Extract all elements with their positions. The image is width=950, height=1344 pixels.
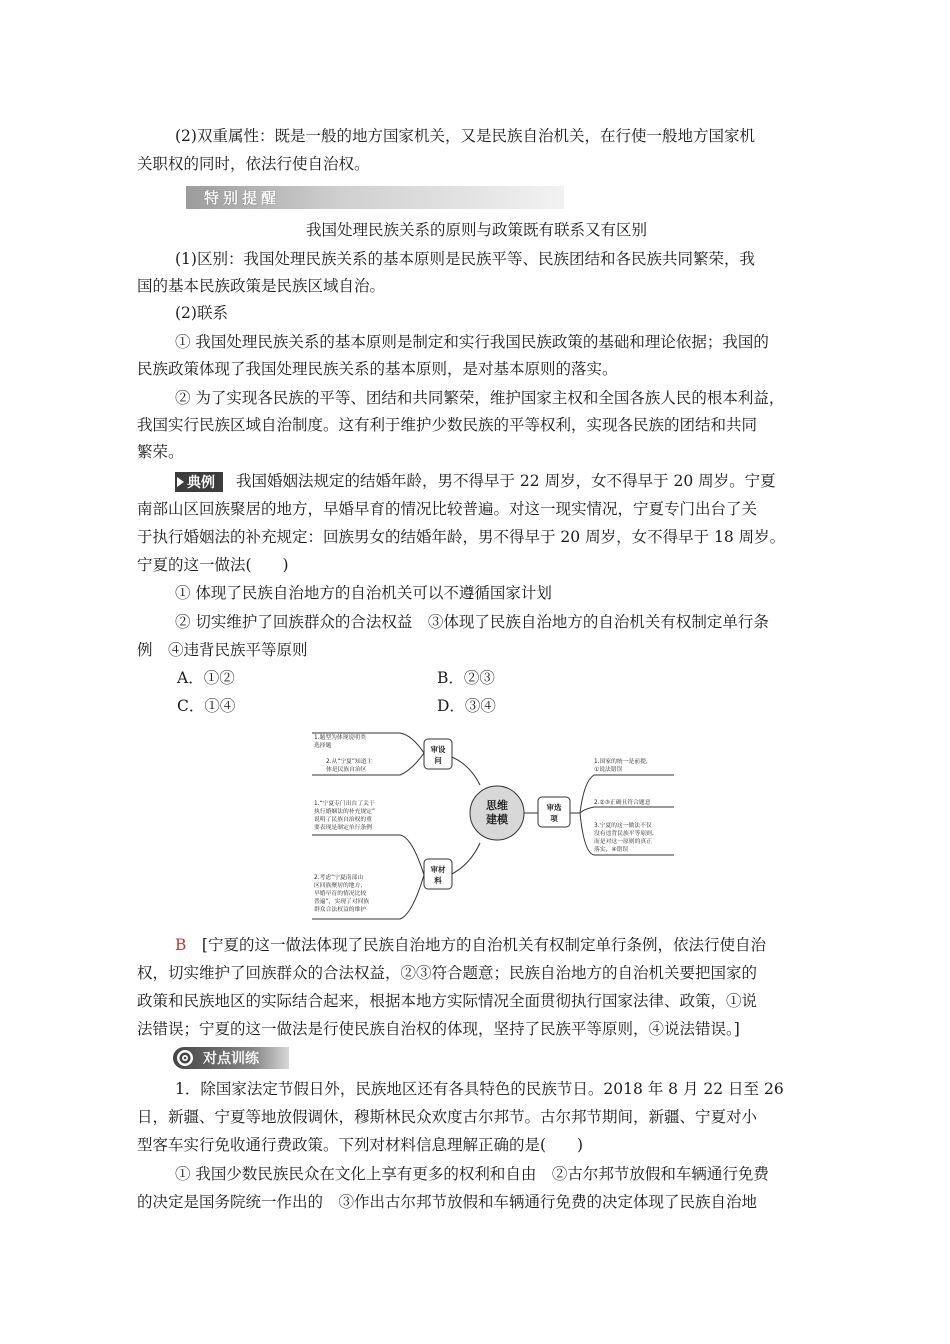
option-a: A．①② — [177, 669, 235, 687]
link-point-2c: 繁荣。 — [137, 443, 184, 461]
option-b: B．②③ — [437, 669, 495, 687]
training-statement-1: ① 我国少数民族民众在文化上享有更多的权利和自由 ②古尔邦节放假和车辆通行免费 — [175, 1165, 769, 1183]
sc1-line-4: 要表现是制定单行条例 — [314, 825, 372, 831]
example-tag-label: 典例 — [187, 475, 215, 491]
intro-line-2: 关职权的同时，依法行使自治权。 — [137, 155, 370, 173]
diff-line-2: 国的基本民族政策是民族区域自治。 — [137, 277, 386, 295]
answer-letter: B — [175, 936, 187, 954]
sx1-line-2: ①说法错误 — [594, 767, 623, 773]
node-shenshe-2: 问 — [434, 756, 442, 765]
sx1-line-1: 1.国家的统一是前提, — [594, 759, 648, 765]
link-point-2a: ② 为了实现各民族的平等、团结和共同繁荣，维护国家主权和全国各族人民的根本利益， — [175, 389, 785, 407]
statement-1: ① 体现了民族自治地方的自治机关可以不遵循国家计划 — [175, 584, 552, 602]
answer-line-1 — [175, 934, 766, 956]
sx3-line-4: 落实，④错误 — [594, 847, 629, 853]
sx3-line-2: 没有违背民族平等原则, — [594, 831, 654, 837]
special-reminder-banner — [186, 186, 564, 209]
sc1-line-3: 说明了民族自治权的重 — [314, 817, 372, 823]
training-banner — [173, 1047, 289, 1069]
training-statement-2: 的决定是国务院统一作出的 ③作出古尔邦节放假和车辆通行免费的决定体现了民族自治地 — [137, 1193, 758, 1211]
option-d: D．③④ — [437, 697, 496, 715]
training-q1-line-3: 型客车实行免收通行费政策。下列对材料信息理解正确的是( ) — [137, 1136, 584, 1154]
target-icon — [176, 1049, 194, 1067]
sc2-line-5: 群众合法权益的维护 — [314, 907, 367, 913]
sc2-line-2: 区回族聚居的地方, — [314, 883, 363, 889]
sc2-line-1: 2.考虑“宁夏南部山 — [314, 875, 364, 881]
sc2-line-3: 早婚早育的情况比较 — [314, 891, 367, 897]
sx3-line-1: 3.宁夏的这一做法不仅 — [594, 823, 652, 829]
ss1-line-1: 1.题型为体现说明类 — [314, 735, 366, 741]
node-shenxuan-2: 项 — [550, 814, 558, 823]
option-c: C．①④ — [177, 697, 236, 715]
statement-2: ② 切实维护了回族群众的合法权益 ③体现了民族自治地方的自治机关有权制定单行条 — [175, 613, 769, 631]
statement-3: 例 ④违背民族平等原则 — [137, 641, 308, 659]
question-line-4: 宁夏的这一做法( ) — [137, 556, 289, 574]
training-q1-line-2: 日，新疆、宁夏等地放假调休，穆斯林民众欢度古尔邦节。古尔邦节期间，新疆、宁夏对小 — [137, 1108, 758, 1126]
diff-line-1: (1)区别：我国处理民族关系的基本原则是民族平等、民族团结和各民族共同繁荣，我 — [175, 250, 755, 268]
link-point-1a: ① 我国处理民族关系的基本原则是制定和实行我国民族政策的基础和理论依据；我国的 — [175, 333, 769, 351]
intro-line-1: (2)双重属性：既是一般的地方国家机关，又是民族自治机关，在行使一般地方国家机 — [175, 127, 755, 145]
ss2-line-1: 2.从“宁夏”知道主 — [326, 759, 373, 765]
question-line-3: 于执行婚姻法的补充规定：回族男女的结婚年龄，男不得早于 20 周岁，女不得早于 18 周岁。 — [137, 528, 786, 546]
link-point-2b: 我国实行民族区域自治制度。这有利于维护少数民族的平等权利，实现各民族的团结和共同 — [137, 416, 758, 434]
node-shenxuan-1: 审选 — [546, 803, 562, 812]
answer-text-1: [宁夏的这一做法体现了民族自治地方的自治机关有权制定单行条例，依法行使自治 — [201, 936, 766, 954]
mind-map-diagram — [312, 725, 676, 923]
sx3-line-3: 而是对这一原则的真正 — [594, 839, 652, 845]
sc2-line-4: 普遍”，实现了对回族 — [314, 899, 370, 905]
training-q1-line-1: 1．除国家法定节假日外，民族地区还有各具特色的民族节日。2018 年 8 月 22 日至 26 — [175, 1080, 784, 1098]
example-tag — [175, 472, 223, 492]
link-point-1b: 民族政策体现了我国处理民族关系的基本原则，是对基本原则的落实。 — [137, 360, 618, 378]
link-heading: (2)联系 — [175, 304, 228, 322]
center-label-2: 建模 — [486, 813, 508, 826]
answer-line-2: 权，切实维护了回族群众的合法权益，②③符合题意；民族自治地方的自治机关要把国家的 — [137, 964, 758, 982]
sc1-line-1: 1.“宁夏专门出台了关于 — [314, 801, 375, 807]
training-label: 对点训练 — [203, 1051, 259, 1067]
node-shencai-2: 料 — [434, 876, 442, 885]
answer-line-4: 法错误；宁夏的这一做法是行使民族自治权的体现，坚持了民族平等原则，④说法错误。] — [137, 1020, 740, 1038]
question-line-2: 南部山区回族聚居的地方，早婚早育的情况比较普遍。对这一现实情况，宁夏专门出台了关 — [137, 500, 758, 518]
node-shenshe-1: 审设 — [430, 745, 446, 754]
sc1-line-2: 执行婚姻法的补充规定” — [314, 809, 375, 815]
banner-label: 特别提醒 — [204, 189, 281, 207]
ss2-line-2: 体是民族自治区 — [326, 767, 367, 773]
question-line-1: 我国婚姻法规定的结婚年龄，男不得早于 22 周岁，女不得早于 20 周岁。宁夏 — [236, 472, 776, 490]
center-label-1: 思维 — [486, 799, 508, 812]
sx2-line-1: 2.②③正确且符合题意 — [594, 800, 651, 806]
ss1-line-2: 选择题 — [314, 743, 332, 749]
answer-line-3: 政策和民族地区的实际结合起来，根据本地方实际情况全面贯彻执行国家法律、政策，①说 — [137, 992, 758, 1010]
notice-title: 我国处理民族关系的原则与政策既有联系又有区别 — [305, 221, 647, 239]
node-shencai-1: 审材 — [430, 865, 446, 874]
